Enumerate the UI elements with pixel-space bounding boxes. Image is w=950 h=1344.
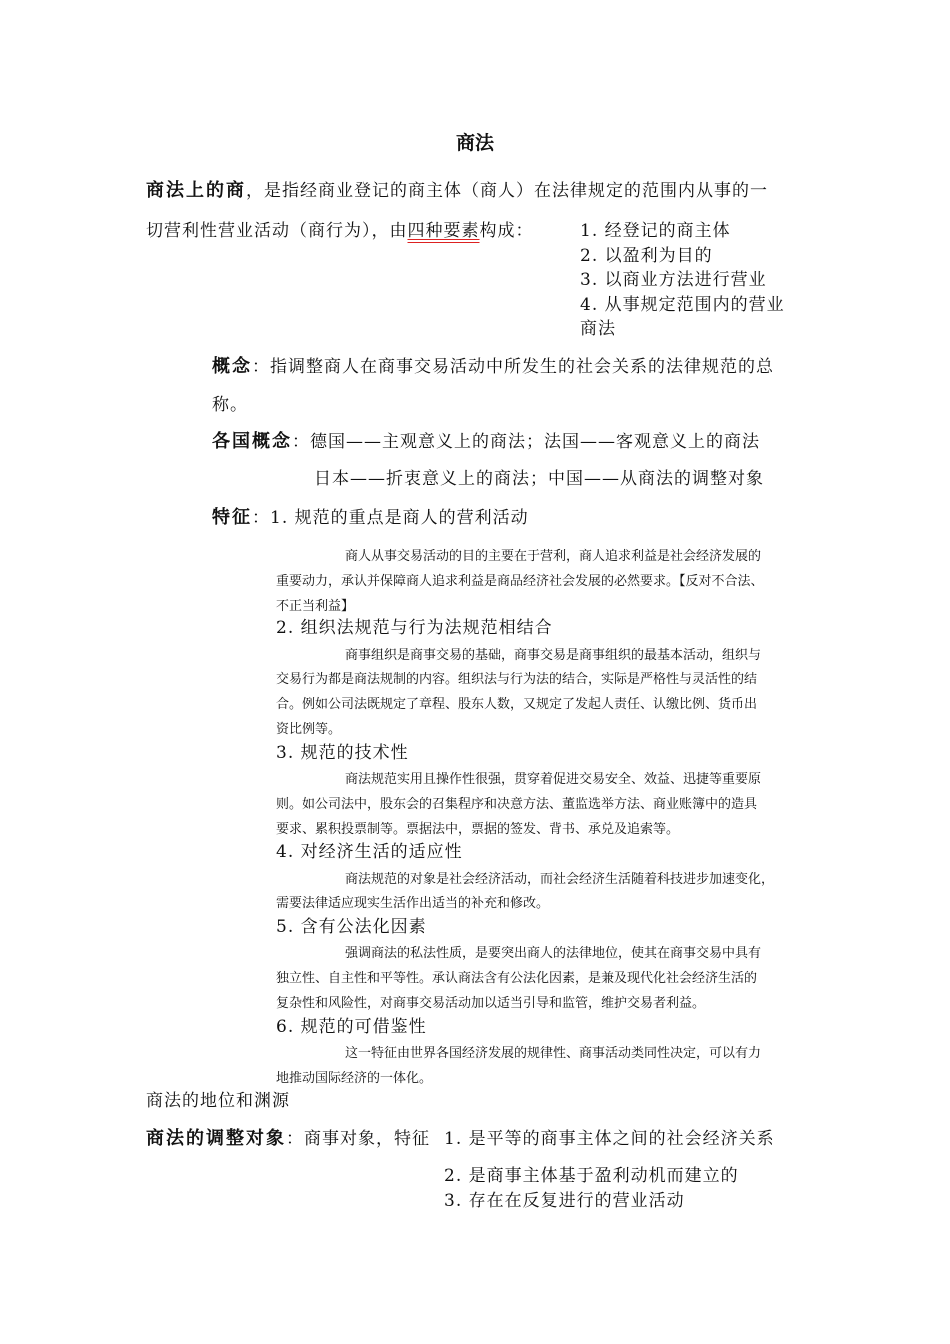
countries-line-1 (212, 427, 760, 453)
intro-line-2 (146, 216, 534, 241)
intro-line-1-text: ，是指经商业登记的商主体（商人）在法律规定的范围内从事的一 (246, 181, 768, 201)
concept-text-2: 称。 (212, 395, 248, 415)
intro-line-2-suffix: 构成： (479, 221, 534, 241)
element-item-3: 3. 以商业方法进行营业 (580, 270, 767, 290)
element-item-4: 4. 从事规定范围内的营业 (580, 295, 785, 315)
feature-5-desc-2: 独立性、自主性和平等性。承认商法含有公法化因素，是兼及现代化社会经济生活的 (276, 971, 758, 986)
feature-1-heading: ：1. 规范的重点是商人的营利活动 (252, 508, 529, 528)
page-title: 商法 (455, 132, 494, 154)
status-heading: 商法的地位和渊源 (146, 1091, 290, 1111)
concept-text-1: ：指调整商人在商事交易活动中所发生的社会关系的法律规范的总 (252, 357, 774, 377)
feature-2-desc-1: 商事组织是商事交易的基础，商事交易是商事组织的最基本活动，组织与 (345, 648, 762, 663)
intro-line-2-prefix: 切营利性营业活动（商行为），由 (146, 221, 408, 241)
feature-4-desc-2: 需要法律适应现实生活作出适当的补充和修改。 (276, 896, 550, 911)
feature-3-desc-2: 则。如公司法中，股东会的召集程序和决意方法、董监选举方法、商业账簿中的造具 (276, 797, 758, 812)
adjust-item-1: 1. 是平等的商事主体之间的社会经济关系 (444, 1129, 775, 1149)
feature-1-desc-3: 不正当利益】 (276, 599, 355, 614)
feature-5-desc-1: 强调商法的私法性质，是要突出商人的法律地位，使其在商事交易中具有 (345, 946, 762, 961)
feature-6-desc-1: 这一特征由世界各国经济发展的规律性、商事活动类同性决定，可以有力 (345, 1046, 762, 1061)
concept-label: 概念 (212, 356, 252, 377)
feature-4-heading: 4. 对经济生活的适应性 (276, 842, 463, 862)
feature-3-desc-1: 商法规范实用且操作性很强，贯穿着促进交易安全、效益、迅捷等重要原 (345, 772, 762, 787)
feature-2-desc-3: 合。例如公司法既规定了章程、股东人数，又规定了发起人责任、认缴比例、货币出 (276, 697, 758, 712)
features-label: 特征 (212, 507, 252, 528)
feature-4-desc-1: 商法规范的对象是社会经济活动，而社会经济生活随着科技进步加速变化， (345, 872, 775, 887)
adjust-line-1 (146, 1124, 430, 1150)
four-elements-highlight: 四种要素 (407, 221, 480, 241)
element-item-1: 1. 经登记的商主体 (580, 221, 731, 241)
adjust-rest: ：商事对象，特征 (286, 1129, 430, 1149)
adjust-item-3: 3. 存在在反复进行的营业活动 (444, 1191, 685, 1211)
intro-line-1 (146, 176, 768, 202)
feature-2-desc-4: 资比例等。 (276, 722, 342, 737)
countries-text-2: 日本——折衷意义上的商法；中国——从商法的调整对象 (314, 469, 764, 489)
adjust-item-2: 2. 是商事主体基于盈利动机而建立的 (444, 1166, 739, 1186)
feature-2-heading: 2. 组织法规范与行为法规范相结合 (276, 618, 553, 638)
feature-3-desc-3: 要求、累积投票制等。票据法中，票据的签发、背书、承兑及追索等。 (276, 822, 680, 837)
feature-6-heading: 6. 规范的可借鉴性 (276, 1017, 427, 1037)
feature-1-heading-line (212, 503, 529, 529)
feature-5-heading: 5. 含有公法化因素 (276, 917, 427, 937)
feature-5-desc-3: 复杂性和风险性，对商事交易活动加以适当引导和监管，维护交易者利益。 (276, 996, 706, 1011)
feature-6-desc-2: 地推动国际经济的一体化。 (276, 1071, 433, 1086)
intro-after-text: 商法 (580, 319, 616, 339)
feature-3-heading: 3. 规范的技术性 (276, 743, 409, 763)
feature-1-desc-2: 重要动力，承认并保障商人追求利益是商品经济社会发展的必然要求。【反对不合法、 (276, 574, 764, 589)
adjust-label: 商法的调整对象 (146, 1128, 286, 1149)
feature-1-desc-1: 商人从事交易活动的目的主要在于营利，商人追求利益是社会经济发展的 (345, 549, 762, 564)
concept-line-1 (212, 352, 774, 378)
feature-2-desc-2: 交易行为都是商法规制的内容。组织法与行为法的结合，实际是严格性与灵活性的结 (276, 672, 758, 687)
countries-label: 各国概念 (212, 431, 292, 452)
intro-term: 商法上的商 (146, 180, 246, 201)
countries-text-1: ：德国——主观意义上的商法；法国——客观意义上的商法 (292, 432, 760, 452)
element-item-2: 2. 以盈利为目的 (580, 246, 713, 266)
